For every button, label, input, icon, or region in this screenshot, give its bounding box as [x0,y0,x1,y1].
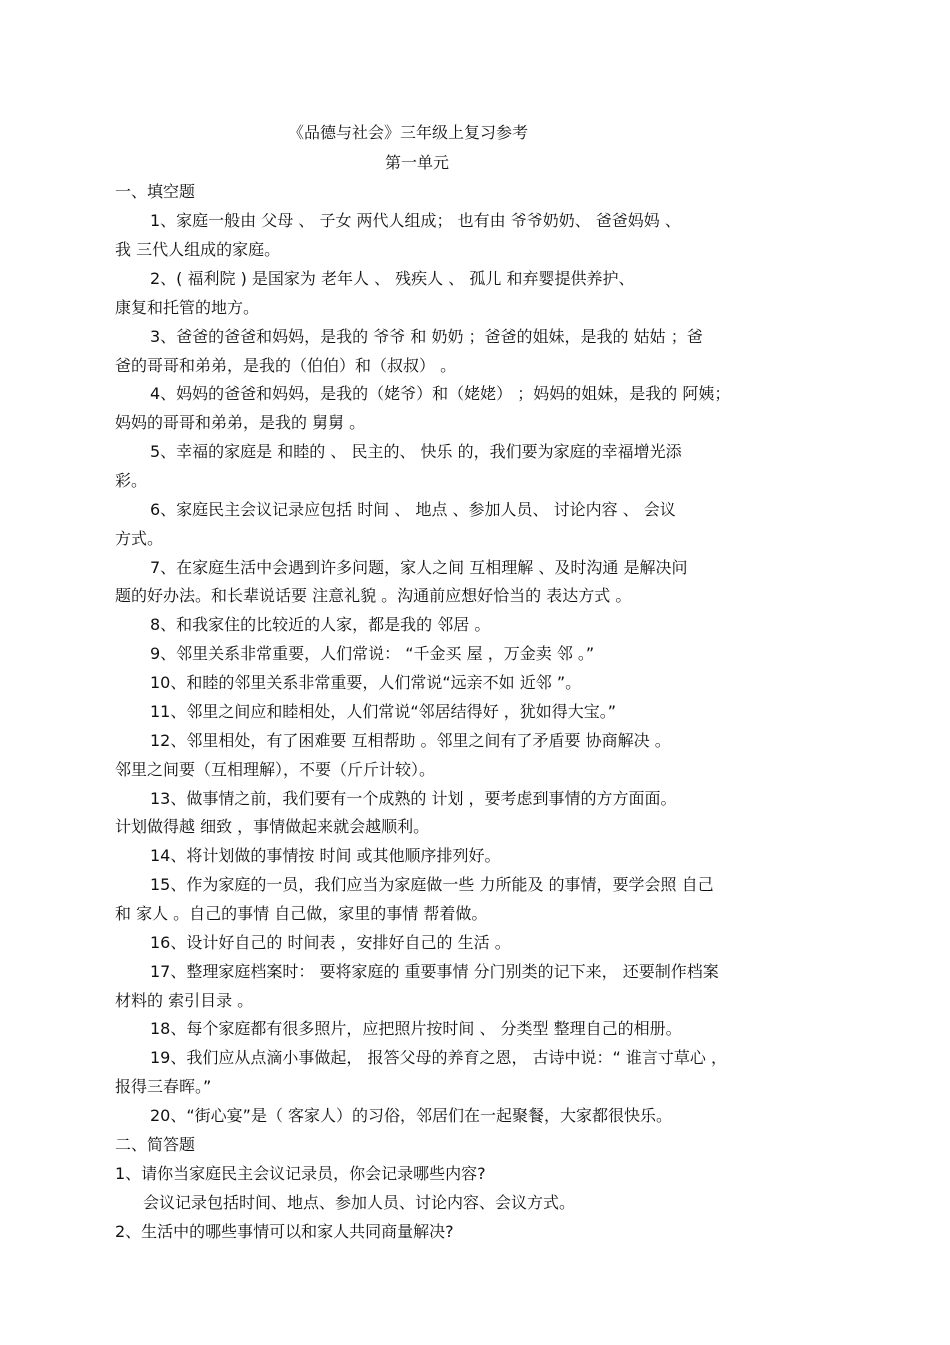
short-answer-answer: 会议记录包括时间、地点、参加人员、讨论内容、会议方式。 [143,1193,576,1212]
question-line: 15、作为家庭的一员，我们应当为家庭做一些 力所能及 的事情，要学会照 自己 [150,875,714,894]
section-heading-fill: 一、填空题 [115,182,196,201]
document-title: 《品德与社会》三年级上复习参考 [288,123,529,142]
question-line: 3、爸爸的爸爸和妈妈，是我的 爷爷 和 奶奶 ；爸爸的姐妹，是我的 姑姑 ；爸 [150,327,703,346]
question-line: 13、做事情之前，我们要有一个成熟的 计划 ，要考虑到事情的方方面面。 [150,789,677,808]
question-line: 和 家人 。自己的事情 自己做，家里的事情 帮着做。 [115,904,488,923]
question-line: 报得三春晖。” [115,1077,212,1096]
question-line: 17、整理家庭档案时： 要将家庭的 重要事情 分门别类的记下来， 还要制作档案 [150,962,719,981]
question-line: 2、( 福利院 ) 是国家为 老年人 、 残疾人 、 孤儿 和弃婴提供养护、 [150,269,635,288]
question-line: 6、家庭民主会议记录应包括 时间 、 地点 、参加人员、 讨论内容 、 会议 [150,500,676,519]
question-line: 材料的 索引目录 。 [115,991,254,1010]
question-line: 7、在家庭生活中会遇到许多问题，家人之间 互相理解 、及时沟通 是解决问 [150,558,688,577]
question-line: 11、邻里之间应和睦相处，人们常说“邻居结得好 ，犹如得大宝。” [150,702,617,721]
question-line: 5、幸福的家庭是 和睦的 、 民主的、 快乐 的，我们要为家庭的幸福增光添 [150,442,682,461]
section-heading-short-answer: 二、简答题 [115,1135,196,1154]
question-line: 彩。 [115,471,148,490]
question-line: 20、“街心宴”是（ 客家人）的习俗，邻居们在一起聚餐，大家都很快乐。 [150,1106,673,1125]
question-line: 邻里之间要（互相理解），不要（斤斤计较）。 [115,760,436,779]
question-line: 4、妈妈的爸爸和妈妈，是我的（姥爷）和（姥姥） ；妈妈的姐妹，是我的 阿姨； [150,384,731,403]
question-line: 19、我们应从点滴小事做起， 报答父母的养育之恩， 古诗中说：“ 谁言寸草心 ， [150,1048,727,1067]
question-line: 12、邻里相处，有了困难要 互相帮助 。邻里之间有了矛盾要 协商解决 。 [150,731,671,750]
short-answer-question: 2、生活中的哪些事情可以和家人共同商量解决? [115,1222,454,1241]
question-line: 16、设计好自己的 时间表 ，安排好自己的 生活 。 [150,933,511,952]
unit-heading: 第一单元 [385,153,450,172]
short-answer-question: 1、请你当家庭民主会议记录员，你会记录哪些内容? [115,1164,486,1183]
question-line: 14、将计划做的事情按 时间 或其他顺序排列好。 [150,846,501,865]
question-line: 8、和我家住的比较近的人家，都是我的 邻居 。 [150,615,491,634]
question-line: 10、和睦的邻里关系非常重要，人们常说“远亲不如 近邻 ”。 [150,673,582,692]
question-line: 妈妈的哥哥和弟弟，是我的 舅舅 。 [115,413,366,432]
question-line: 1、家庭一般由 父母 、 子女 两代人组成； 也有由 爷爷奶奶、 爸爸妈妈 、 [150,211,681,230]
question-line: 爸的哥哥和弟弟，是我的（伯伯）和（叔叔） 。 [115,356,457,375]
question-line: 方式。 [115,529,164,548]
question-line: 18、每个家庭都有很多照片，应把照片按时间 、 分类型 整理自己的相册。 [150,1019,682,1038]
question-line: 题的好办法。和长辈说话要 注意礼貌 。沟通前应想好恰当的 表达方式 。 [115,586,632,605]
question-line: 我 三代人组成的家庭。 [115,240,281,259]
question-line: 9、邻里关系非常重要，人们常说： “千金买 屋 ，万金卖 邻 。” [150,644,595,663]
question-line: 康复和托管的地方。 [115,298,260,317]
question-line: 计划做得越 细致 ，事情做起来就会越顺利。 [115,817,430,836]
